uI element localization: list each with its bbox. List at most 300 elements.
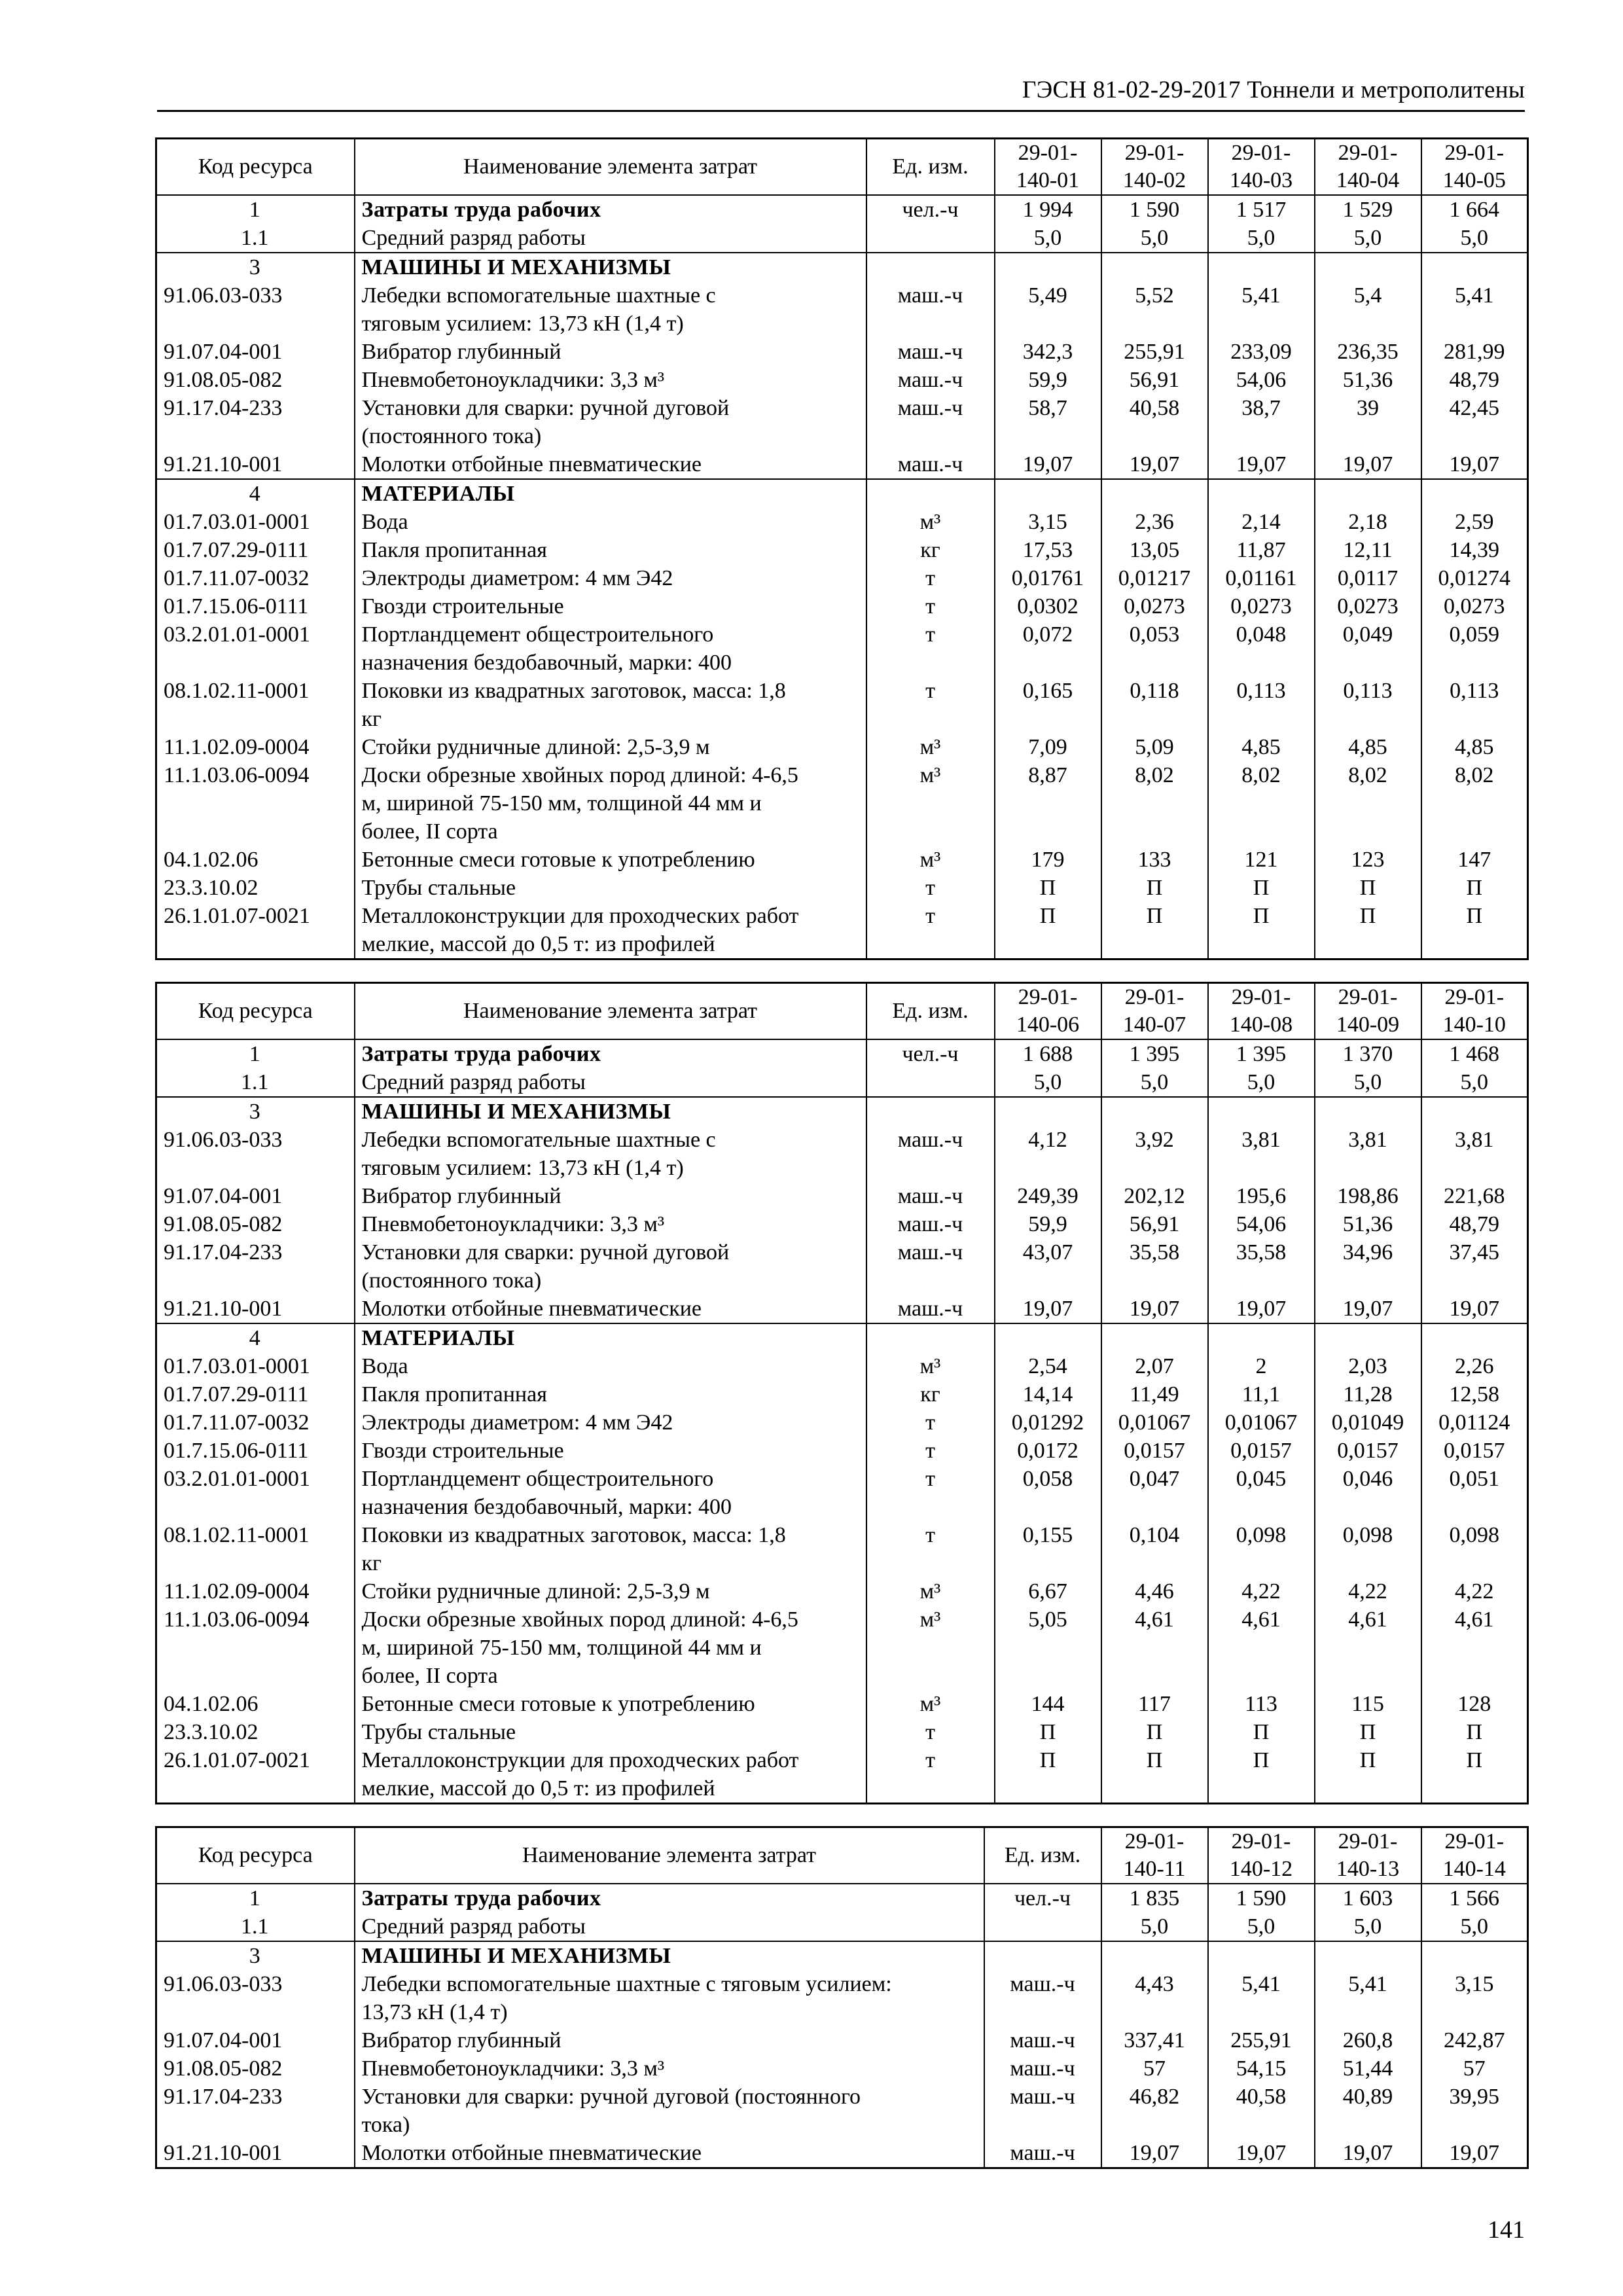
header-norm-code: 29-01- 140-06 <box>995 983 1101 1040</box>
table-row <box>156 1352 1528 1380</box>
norm-value: 0,113 <box>1208 677 1315 733</box>
norm-value: 4,85 <box>1315 733 1421 761</box>
norm-table-2 <box>155 982 1529 1804</box>
table-row <box>156 224 1528 253</box>
unit-cell: м³ <box>866 1577 995 1605</box>
norm-value: 11,49 <box>1101 1380 1208 1408</box>
cost-element-name: Металлоконструкции для проходческих работ мелкие, массой до 0,5 т: из профилей <box>355 1746 866 1804</box>
norm-value: 40,58 <box>1208 2083 1315 2139</box>
header-resource-code: Код ресурса <box>156 139 355 196</box>
norm-value: 5,0 <box>1101 224 1208 253</box>
resource-code: 4 <box>156 1323 355 1352</box>
norm-value <box>995 479 1101 508</box>
norm-value: 281,99 <box>1421 338 1528 366</box>
header-norm-code: 29-01- 140-08 <box>1208 983 1315 1040</box>
norm-value: 5,49 <box>995 281 1101 338</box>
norm-value: 51,44 <box>1315 2054 1421 2083</box>
cost-element-name: Стойки рудничные длиной: 2,5-3,9 м <box>355 1577 866 1605</box>
norm-value: 5,41 <box>1208 1970 1315 2026</box>
resource-code: 1 <box>156 195 355 224</box>
resource-code: 11.1.03.06-0094 <box>156 1605 355 1690</box>
norm-value: 5,0 <box>1421 1912 1528 1941</box>
norm-value: 19,07 <box>995 1295 1101 1323</box>
norm-value: 19,07 <box>1421 2139 1528 2168</box>
cost-element-name: Бетонные смеси готовые к употреблению <box>355 846 866 874</box>
resource-code: 11.1.02.09-0004 <box>156 1577 355 1605</box>
norm-value: 3,81 <box>1208 1126 1315 1182</box>
norm-value: 51,36 <box>1315 366 1421 394</box>
table-row <box>156 2139 1528 2168</box>
unit-cell: маш.-ч <box>984 2054 1101 2083</box>
norm-value: 1 835 <box>1101 1884 1208 1912</box>
unit-cell: кг <box>866 536 995 564</box>
norm-value <box>1315 253 1421 281</box>
header-norm-code: 29-01- 140-13 <box>1315 1827 1421 1884</box>
norm-value: 1 468 <box>1421 1039 1528 1068</box>
cost-element-name: Стойки рудничные длиной: 2,5-3,9 м <box>355 733 866 761</box>
norm-value: 4,61 <box>1421 1605 1528 1690</box>
norm-value: 236,35 <box>1315 338 1421 366</box>
resource-code: 91.17.04-233 <box>156 2083 355 2139</box>
norm-value: 1 395 <box>1208 1039 1315 1068</box>
norm-value: 198,86 <box>1315 1182 1421 1210</box>
resource-code: 91.17.04-233 <box>156 1238 355 1295</box>
unit-cell <box>866 1323 995 1352</box>
norm-value: 0,0273 <box>1208 592 1315 620</box>
norm-value: 19,07 <box>1421 450 1528 479</box>
norm-value: 19,07 <box>1208 2139 1315 2168</box>
norm-value: 57 <box>1101 2054 1208 2083</box>
table-row <box>156 761 1528 846</box>
unit-cell: маш.-ч <box>866 394 995 450</box>
unit-cell <box>866 224 995 253</box>
resource-code: 23.3.10.02 <box>156 874 355 902</box>
norm-value: 0,01292 <box>995 1408 1101 1437</box>
resource-code: 01.7.15.06-0111 <box>156 592 355 620</box>
resource-code: 91.21.10-001 <box>156 2139 355 2168</box>
norm-value: 1 566 <box>1421 1884 1528 1912</box>
norm-value: 58,7 <box>995 394 1101 450</box>
resource-code: 04.1.02.06 <box>156 1690 355 1718</box>
cost-element-name: Поковки из квадратных заготовок, масса: 1,8 кг <box>355 677 866 733</box>
norm-value: 54,06 <box>1208 366 1315 394</box>
header-norm-code: 29-01- 140-05 <box>1421 139 1528 196</box>
cost-element-name: Вибратор глубинный <box>355 1182 866 1210</box>
resource-code: 91.06.03-033 <box>156 1126 355 1182</box>
table-row <box>156 1690 1528 1718</box>
section-title: МАТЕРИАЛЫ <box>355 1323 866 1352</box>
cost-element-name: Вода <box>355 508 866 536</box>
header-norm-code: 29-01- 140-07 <box>1101 983 1208 1040</box>
unit-cell <box>866 253 995 281</box>
norm-value <box>1101 1097 1208 1126</box>
norm-value: 260,8 <box>1315 2026 1421 2054</box>
norm-value: 5,0 <box>1421 1068 1528 1097</box>
cost-element-name: Гвозди строительные <box>355 592 866 620</box>
norm-value: 0,098 <box>1421 1521 1528 1577</box>
norm-value <box>1208 1323 1315 1352</box>
table-row <box>156 1521 1528 1577</box>
norm-value: П <box>1208 1718 1315 1746</box>
norm-value: 19,07 <box>1101 2139 1208 2168</box>
norm-value: 202,12 <box>1101 1182 1208 1210</box>
cost-element-name: Доски обрезные хвойных пород длиной: 4-6,5 м, шириной 75-150 мм, толщиной 44 мм и более, II сорта <box>355 1605 866 1690</box>
norm-value: 43,07 <box>995 1238 1101 1295</box>
unit-cell: маш.-ч <box>984 2083 1101 2139</box>
norm-value: 0,0157 <box>1421 1437 1528 1465</box>
norm-value: 4,61 <box>1208 1605 1315 1690</box>
norm-value: П <box>1208 874 1315 902</box>
resource-code: 01.7.03.01-0001 <box>156 508 355 536</box>
norm-value: 38,7 <box>1208 394 1315 450</box>
table-header-row <box>156 983 1528 1040</box>
norm-value: 1 994 <box>995 195 1101 224</box>
norm-value: 54,06 <box>1208 1210 1315 1238</box>
resource-code: 3 <box>156 1941 355 1970</box>
norm-value: 35,58 <box>1101 1238 1208 1295</box>
table-row <box>156 508 1528 536</box>
cost-element-name: Лебедки вспомогательные шахтные с тяговым усилием: 13,73 кН (1,4 т) <box>355 1126 866 1182</box>
norm-value: 1 603 <box>1315 1884 1421 1912</box>
table-row <box>156 902 1528 960</box>
cost-element-name: Пневмобетоноукладчики: 3,3 м³ <box>355 1210 866 1238</box>
header-norm-code: 29-01- 140-10 <box>1421 983 1528 1040</box>
table-row <box>156 1465 1528 1521</box>
header-norm-code: 29-01- 140-03 <box>1208 139 1315 196</box>
cost-element-name: Доски обрезные хвойных пород длиной: 4-6,5 м, шириной 75-150 мм, толщиной 44 мм и более, II сорта <box>355 761 866 846</box>
header-norm-code: 29-01- 140-04 <box>1315 139 1421 196</box>
resource-code: 04.1.02.06 <box>156 846 355 874</box>
norm-value <box>1208 1097 1315 1126</box>
norm-value: 0,01161 <box>1208 564 1315 592</box>
cost-element-name: Трубы стальные <box>355 1718 866 1746</box>
norm-value: П <box>995 1718 1101 1746</box>
table-row <box>156 1210 1528 1238</box>
table-row <box>156 536 1528 564</box>
norm-value <box>1421 479 1528 508</box>
norm-value <box>1315 1323 1421 1352</box>
norm-value: 4,85 <box>1421 733 1528 761</box>
norm-value: 5,41 <box>1208 281 1315 338</box>
cost-element-name: Пневмобетоноукладчики: 3,3 м³ <box>355 366 866 394</box>
page-number: 141 <box>1488 2216 1525 2244</box>
unit-cell <box>984 1941 1101 1970</box>
cost-element-name: Лебедки вспомогательные шахтные с тяговым усилием: 13,73 кН (1,4 т) <box>355 1970 984 2026</box>
norm-value <box>1315 1097 1421 1126</box>
cost-element-name: Поковки из квадратных заготовок, масса: 1,8 кг <box>355 1521 866 1577</box>
norm-value: 0,046 <box>1315 1465 1421 1521</box>
norm-value: 2,59 <box>1421 508 1528 536</box>
unit-cell: маш.-ч <box>866 1182 995 1210</box>
resource-code: 91.07.04-001 <box>156 2026 355 2054</box>
header-resource-code: Код ресурса <box>156 983 355 1040</box>
norm-value: 242,87 <box>1421 2026 1528 2054</box>
norm-value: П <box>1421 902 1528 960</box>
unit-cell: т <box>866 1437 995 1465</box>
cost-element-name: Установки для сварки: ручной дуговой (постоянного тока) <box>355 2083 984 2139</box>
cost-element-name: Средний разряд работы <box>355 224 866 253</box>
header-norm-code: 29-01- 140-02 <box>1101 139 1208 196</box>
resource-code: 01.7.03.01-0001 <box>156 1352 355 1380</box>
norm-value: 249,39 <box>995 1182 1101 1210</box>
cost-element-name: Пакля пропитанная <box>355 1380 866 1408</box>
unit-cell: чел.-ч <box>866 195 995 224</box>
resource-code: 3 <box>156 253 355 281</box>
section-title: МАШИНЫ И МЕХАНИЗМЫ <box>355 1941 984 1970</box>
norm-value: П <box>1101 874 1208 902</box>
norm-value: 40,58 <box>1101 394 1208 450</box>
norm-value: 2,36 <box>1101 508 1208 536</box>
resource-code: 08.1.02.11-0001 <box>156 1521 355 1577</box>
norm-value: 12,58 <box>1421 1380 1528 1408</box>
norm-value: 5,0 <box>1315 1912 1421 1941</box>
norm-value: 0,051 <box>1421 1465 1528 1521</box>
norm-value: 37,45 <box>1421 1238 1528 1295</box>
table-row <box>156 2054 1528 2083</box>
norm-value: 19,07 <box>1208 450 1315 479</box>
norm-value: 0,113 <box>1315 677 1421 733</box>
norm-value: 5,0 <box>995 1068 1101 1097</box>
unit-cell: м³ <box>866 846 995 874</box>
header-unit: Ед. изм. <box>984 1827 1101 1884</box>
norm-value: 0,0273 <box>1315 592 1421 620</box>
resource-code: 01.7.11.07-0032 <box>156 1408 355 1437</box>
cost-element-name: Металлоконструкции для проходческих работ мелкие, массой до 0,5 т: из профилей <box>355 902 866 960</box>
norm-value <box>995 1097 1101 1126</box>
unit-cell: т <box>866 1465 995 1521</box>
norm-value: П <box>1315 1746 1421 1804</box>
table-row <box>156 2083 1528 2139</box>
norm-value: 0,053 <box>1101 620 1208 677</box>
norm-value: 56,91 <box>1101 1210 1208 1238</box>
norm-value: 3,81 <box>1315 1126 1421 1182</box>
norm-value: 14,14 <box>995 1380 1101 1408</box>
norm-value: 0,165 <box>995 677 1101 733</box>
norm-value: 4,22 <box>1315 1577 1421 1605</box>
norm-table-3 <box>155 1826 1529 2169</box>
table-row <box>156 2026 1528 2054</box>
table-row <box>156 1238 1528 1295</box>
unit-cell <box>984 1912 1101 1941</box>
resource-code: 91.08.05-082 <box>156 2054 355 2083</box>
norm-value: 342,3 <box>995 338 1101 366</box>
unit-cell: маш.-ч <box>866 366 995 394</box>
cost-element-name: Затраты труда рабочих <box>355 1039 866 1068</box>
table-row <box>156 846 1528 874</box>
resource-code: 01.7.15.06-0111 <box>156 1437 355 1465</box>
cost-element-name: Молотки отбойные пневматические <box>355 1295 866 1323</box>
cost-element-name: Бетонные смеси готовые к употреблению <box>355 1690 866 1718</box>
norm-value: 0,113 <box>1421 677 1528 733</box>
header-norm-code: 29-01- 140-09 <box>1315 983 1421 1040</box>
resource-code: 1.1 <box>156 1068 355 1097</box>
norm-value: 4,22 <box>1208 1577 1315 1605</box>
table-header-row <box>156 1827 1528 1884</box>
norm-value: 11,28 <box>1315 1380 1421 1408</box>
norm-value: 2,18 <box>1315 508 1421 536</box>
table-header-row <box>156 139 1528 196</box>
norm-value: 1 688 <box>995 1039 1101 1068</box>
resource-code: 26.1.01.07-0021 <box>156 902 355 960</box>
cost-element-name: Трубы стальные <box>355 874 866 902</box>
norm-value: 0,01761 <box>995 564 1101 592</box>
norm-value: 1 395 <box>1101 1039 1208 1068</box>
unit-cell: м³ <box>866 1690 995 1718</box>
norm-value: 5,0 <box>1315 224 1421 253</box>
norm-value: П <box>1315 902 1421 960</box>
norm-value: 0,0157 <box>1315 1437 1421 1465</box>
unit-cell <box>866 1097 995 1126</box>
norm-value: П <box>995 902 1101 960</box>
norm-value: 121 <box>1208 846 1315 874</box>
table-row <box>156 366 1528 394</box>
table-row <box>156 1746 1528 1804</box>
norm-value: 0,072 <box>995 620 1101 677</box>
resource-code: 01.7.07.29-0111 <box>156 1380 355 1408</box>
resource-code: 11.1.02.09-0004 <box>156 733 355 761</box>
norm-value: 59,9 <box>995 1210 1101 1238</box>
norm-table-1 <box>155 137 1529 960</box>
norm-value <box>1101 479 1208 508</box>
table-row <box>156 733 1528 761</box>
resource-code: 91.08.05-082 <box>156 366 355 394</box>
norm-value: 123 <box>1315 846 1421 874</box>
header-cost-element-name: Наименование элемента затрат <box>355 983 866 1040</box>
cost-element-name: Средний разряд работы <box>355 1068 866 1097</box>
unit-cell: маш.-ч <box>866 1238 995 1295</box>
norm-value: 8,02 <box>1208 761 1315 846</box>
norm-value: 1 664 <box>1421 195 1528 224</box>
norm-value: 54,15 <box>1208 2054 1315 2083</box>
norm-value: 113 <box>1208 1690 1315 1718</box>
norm-value: 0,0302 <box>995 592 1101 620</box>
table-row <box>156 1380 1528 1408</box>
resource-code: 03.2.01.01-0001 <box>156 620 355 677</box>
table-row <box>156 1577 1528 1605</box>
norm-value: 39 <box>1315 394 1421 450</box>
resource-code: 91.21.10-001 <box>156 450 355 479</box>
table-row <box>156 564 1528 592</box>
resource-code: 23.3.10.02 <box>156 1718 355 1746</box>
table-row <box>156 281 1528 338</box>
norm-value <box>1421 1941 1528 1970</box>
cost-element-name: Вода <box>355 1352 866 1380</box>
norm-value: 147 <box>1421 846 1528 874</box>
norm-value: 4,61 <box>1315 1605 1421 1690</box>
norm-value <box>1101 253 1208 281</box>
norm-value: П <box>1101 1718 1208 1746</box>
unit-cell: м³ <box>866 761 995 846</box>
unit-cell: маш.-ч <box>866 1210 995 1238</box>
resource-code: 08.1.02.11-0001 <box>156 677 355 733</box>
norm-value: 40,89 <box>1315 2083 1421 2139</box>
norm-value: 3,92 <box>1101 1126 1208 1182</box>
unit-cell: м³ <box>866 1352 995 1380</box>
unit-cell: маш.-ч <box>866 450 995 479</box>
norm-value: 19,07 <box>1315 1295 1421 1323</box>
norm-value: 8,02 <box>1421 761 1528 846</box>
resource-code: 26.1.01.07-0021 <box>156 1746 355 1804</box>
header-resource-code: Код ресурса <box>156 1827 355 1884</box>
cost-element-name: Средний разряд работы <box>355 1912 984 1941</box>
norm-value: 5,41 <box>1315 1970 1421 2026</box>
norm-value: 5,0 <box>1208 1068 1315 1097</box>
unit-cell: м³ <box>866 733 995 761</box>
unit-cell: т <box>866 564 995 592</box>
norm-value: П <box>995 874 1101 902</box>
norm-value: П <box>1101 902 1208 960</box>
norm-value: 11,1 <box>1208 1380 1315 1408</box>
norm-value: 19,07 <box>1101 1295 1208 1323</box>
table-row <box>156 1295 1528 1323</box>
unit-cell: т <box>866 1718 995 1746</box>
section-title: МАШИНЫ И МЕХАНИЗМЫ <box>355 1097 866 1126</box>
table-row <box>156 1437 1528 1465</box>
resource-code: 01.7.11.07-0032 <box>156 564 355 592</box>
norm-value: 2,14 <box>1208 508 1315 536</box>
resource-code: 91.08.05-082 <box>156 1210 355 1238</box>
norm-value: 12,11 <box>1315 536 1421 564</box>
norm-value: 17,53 <box>995 536 1101 564</box>
cost-element-name: Установки для сварки: ручной дуговой (постоянного тока) <box>355 394 866 450</box>
norm-value: 13,05 <box>1101 536 1208 564</box>
section-row <box>156 195 1528 224</box>
resource-code: 91.07.04-001 <box>156 338 355 366</box>
norm-value <box>1421 1323 1528 1352</box>
cost-element-name: Гвозди строительные <box>355 1437 866 1465</box>
norm-value: 0,0273 <box>1101 592 1208 620</box>
norm-value: 4,12 <box>995 1126 1101 1182</box>
norm-value: П <box>1315 874 1421 902</box>
unit-cell: маш.-ч <box>866 281 995 338</box>
unit-cell: т <box>866 620 995 677</box>
norm-value: 19,07 <box>995 450 1101 479</box>
norm-value: 0,0172 <box>995 1437 1101 1465</box>
unit-cell: маш.-ч <box>866 338 995 366</box>
header-norm-code: 29-01- 140-01 <box>995 139 1101 196</box>
norm-value: 0,01124 <box>1421 1408 1528 1437</box>
document-title: ГЭСН 81-02-29-2017 Тоннели и метрополитены <box>1022 77 1525 103</box>
norm-value: 0,01274 <box>1421 564 1528 592</box>
unit-cell <box>866 1068 995 1097</box>
norm-value: 0,0157 <box>1101 1437 1208 1465</box>
norm-value: 4,61 <box>1101 1605 1208 1690</box>
unit-cell <box>866 479 995 508</box>
cost-element-name: Лебедки вспомогательные шахтные с тяговым усилием: 13,73 кН (1,4 т) <box>355 281 866 338</box>
resource-code: 91.21.10-001 <box>156 1295 355 1323</box>
norm-value: 2,03 <box>1315 1352 1421 1380</box>
section-row <box>156 1323 1528 1352</box>
cost-element-name: Электроды диаметром: 4 мм Э42 <box>355 1408 866 1437</box>
table-row <box>156 1126 1528 1182</box>
norm-value: 56,91 <box>1101 366 1208 394</box>
cost-element-name: Пневмобетоноукладчики: 3,3 м³ <box>355 2054 984 2083</box>
norm-value: 5,05 <box>995 1605 1101 1690</box>
table-row <box>156 394 1528 450</box>
norm-value: 2 <box>1208 1352 1315 1380</box>
norm-value: 133 <box>1101 846 1208 874</box>
norm-value: 39,95 <box>1421 2083 1528 2139</box>
norm-value: 4,43 <box>1101 1970 1208 2026</box>
cost-element-name: Затраты труда рабочих <box>355 195 866 224</box>
table-row <box>156 874 1528 902</box>
norm-value: П <box>1208 1746 1315 1804</box>
section-row <box>156 1941 1528 1970</box>
norm-value: 2,54 <box>995 1352 1101 1380</box>
cost-element-name: Вибратор глубинный <box>355 338 866 366</box>
resource-code: 91.17.04-233 <box>156 394 355 450</box>
cost-element-name: Вибратор глубинный <box>355 2026 984 2054</box>
